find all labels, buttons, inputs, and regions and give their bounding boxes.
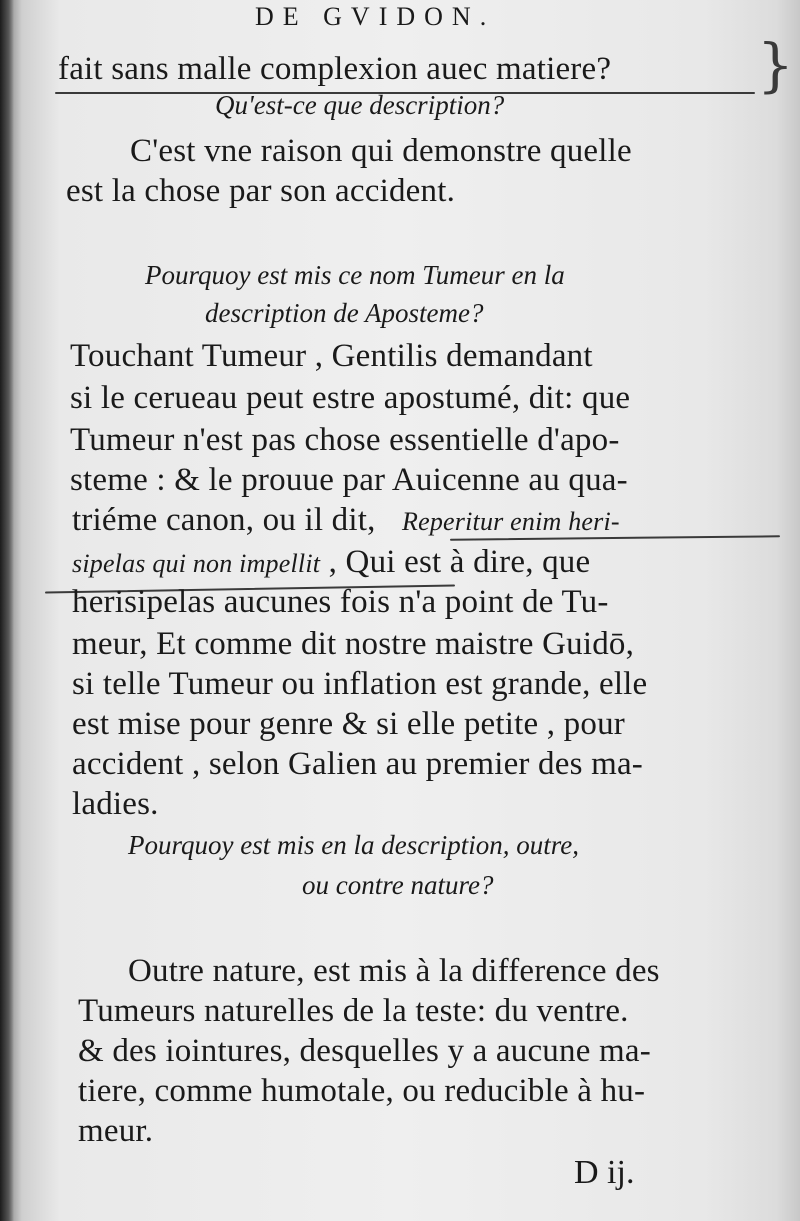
- text-line-roman-part: , Qui est à dire, que: [328, 544, 591, 580]
- section-heading: description de Aposteme?: [205, 298, 484, 328]
- text-line: & des iointures, desquelles y a aucune ma-: [78, 1033, 651, 1069]
- text-line: si telle Tumeur ou inflation est grande, elle: [72, 666, 648, 702]
- section-heading: Pourquoy est mis ce nom Tumeur en la: [145, 260, 565, 290]
- text-line: steme : & le prouue par Auicenne au qua-: [70, 462, 628, 498]
- latin-quotation: Reperitur enim heri-: [402, 507, 620, 536]
- text-line: Outre nature, est mis à la difference des: [128, 953, 660, 989]
- text-line: [72, 504, 620, 537]
- text-line: meur.: [78, 1113, 154, 1149]
- text-line: est mise pour genre & si elle petite , pour: [72, 706, 625, 742]
- text-line: tiere, comme humotale, ou reducible à hu-: [78, 1073, 646, 1109]
- text-line: est la chose par son accident.: [66, 173, 456, 209]
- text-line: [72, 546, 590, 579]
- text-line: Tumeurs naturelles de la teste: du ventre.: [78, 993, 629, 1029]
- section-heading: Qu'est-ce que description?: [215, 90, 505, 120]
- handwritten-margin-brace: }: [757, 31, 794, 99]
- text-line: ladies.: [72, 786, 159, 822]
- section-heading: Pourquoy est mis en la description, outre,: [128, 830, 579, 860]
- section-heading: ou contre nature?: [302, 870, 494, 900]
- text-line: meur, Et comme dit nostre maistre Guidō,: [72, 626, 635, 662]
- text-line: si le cerueau peut estre apostumé, dit: que: [70, 380, 631, 416]
- signature-mark: D ij.: [574, 1154, 635, 1191]
- latin-quotation: sipelas qui non impellit: [72, 549, 321, 578]
- text-line: accident , selon Galien au premier des ma-: [72, 746, 643, 782]
- text-line: herisipelas aucunes fois n'a point de Tu-: [72, 584, 609, 620]
- running-head: DE GVIDON.: [255, 2, 496, 31]
- text-line-roman-part: triéme canon, ou il dit,: [72, 502, 376, 538]
- text-line: C'est vne raison qui demonstre quelle: [130, 133, 632, 169]
- text-line: Touchant Tumeur , Gentilis demandant: [70, 338, 593, 374]
- text-line: fait sans malle complexion auec matiere?: [58, 51, 612, 87]
- book-binding-gutter: [0, 0, 14, 1221]
- text-line: Tumeur n'est pas chose essentielle d'apo-: [70, 422, 620, 458]
